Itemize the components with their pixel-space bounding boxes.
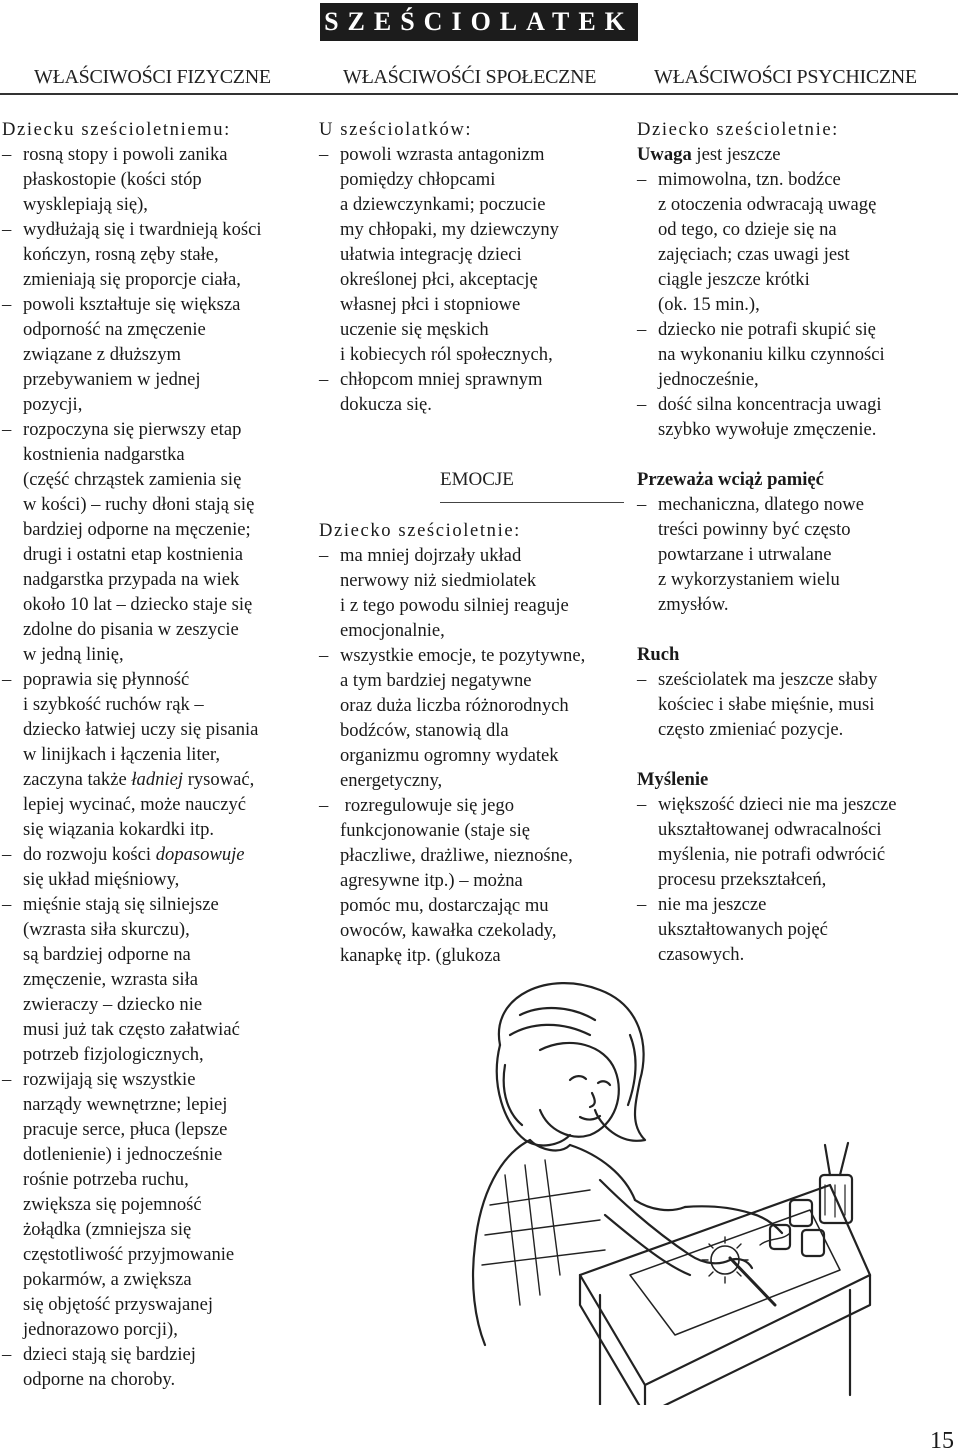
emotions-heading: EMOCJE (440, 469, 514, 490)
text-line (2, 1017, 314, 1042)
text-line (2, 1217, 314, 1242)
list-item (319, 367, 635, 392)
line-text: Ruch (637, 644, 680, 665)
text-line (2, 467, 314, 492)
bullet-dash: – (637, 794, 647, 815)
text-line (2, 1042, 314, 1067)
list-item (637, 167, 959, 192)
line-text: związane z dłuższym (23, 344, 181, 365)
line-text: do rozwoju kości (23, 844, 156, 865)
line-text: funkcjonowanie (staje się (340, 820, 531, 841)
line-text: nerwowy niż siedmiolatek (340, 570, 537, 591)
line-text: od tego, co dzieje się na (658, 219, 837, 240)
text-line (319, 818, 639, 843)
text-line (319, 292, 635, 317)
spacer (637, 617, 959, 642)
text-line (637, 717, 959, 742)
text-line (2, 942, 314, 967)
line-text: nadgarstka przypada na wiek (23, 569, 240, 590)
line-text: bodźców, stanowią dla (340, 720, 509, 741)
text-line (637, 142, 959, 167)
line-text-tail: jest jeszcze (691, 144, 781, 165)
text-line (319, 868, 639, 893)
line-text: dość silna koncentracja uwagi (658, 394, 882, 415)
line-text: zmieniają się proporcje ciała, (23, 269, 241, 290)
list-item (2, 142, 314, 167)
column-intro (319, 117, 635, 142)
text-line (2, 642, 314, 667)
list-item (2, 1067, 314, 1092)
text-line (637, 217, 959, 242)
line-text: rośnie potrzeba ruchu, (23, 1169, 189, 1190)
text-line (637, 842, 959, 867)
text-line (2, 592, 314, 617)
text-line (2, 492, 314, 517)
text-line (319, 893, 639, 918)
text-line (2, 717, 314, 742)
column-intro (637, 117, 959, 142)
text-line (2, 1367, 314, 1392)
emphasis-text: dopasowuje (155, 844, 245, 865)
text-line (2, 692, 314, 717)
line-text: pokarmów, a zwiększa (23, 1269, 192, 1290)
line-text: poprawia się płynność (23, 669, 190, 690)
list-item (2, 892, 314, 917)
line-text: zaczyna także (23, 769, 132, 790)
line-text: kościec i słabe mięśnie, musi (658, 694, 875, 715)
line-text: płaczliwe, drażliwe, nieznośne, (340, 845, 573, 866)
emotions-column (319, 518, 639, 968)
text-line (319, 693, 639, 718)
text-line (637, 817, 959, 842)
line-text: ułatwia integrację dzieci (340, 244, 522, 265)
line-text-tail: rysować, (183, 769, 255, 790)
line-text: z wykorzystaniem wielu (658, 569, 840, 590)
bullet-dash: – (2, 1069, 12, 1090)
line-text: rozregulowuje się jego (340, 795, 514, 816)
line-text: ma mniej dojrzały układ (340, 545, 522, 566)
text-line (2, 442, 314, 467)
text-line (637, 692, 959, 717)
list-item (319, 793, 639, 818)
bullet-dash: – (637, 894, 647, 915)
line-text: rozpoczyna się pierwszy etap (23, 419, 242, 440)
bullet-dash: – (2, 669, 12, 690)
text-line (637, 542, 959, 567)
text-line (2, 242, 314, 267)
line-text: zdolne do pisania w zeszycie (23, 619, 239, 640)
line-text: U sześciolatków: (319, 119, 473, 140)
column-intro (2, 117, 314, 142)
child-drawing-illustration (430, 975, 880, 1405)
text-line (319, 317, 635, 342)
list-item (2, 1342, 314, 1367)
line-text: Dziecku sześcioletniemu: (2, 119, 231, 140)
line-text: mechaniczna, dlatego nowe (658, 494, 864, 515)
social-traits-column (319, 117, 635, 417)
line-text: i szybkość ruchów rąk – (23, 694, 204, 715)
line-text: Dziecko sześcioletnie: (319, 520, 521, 541)
line-text: płaskostopie (kości stóp (23, 169, 202, 190)
list-item (2, 667, 314, 692)
text-line (2, 267, 314, 292)
line-text: (wzrasta siła skurczu), (23, 919, 190, 940)
line-text: ciągle jeszcze krótki (658, 269, 810, 290)
text-line (2, 367, 314, 392)
line-text: rozwijają się wszystkie (23, 1069, 196, 1090)
text-line (2, 342, 314, 367)
text-line (319, 392, 635, 417)
line-text: jednocześnie, (658, 369, 759, 390)
text-line (637, 367, 959, 392)
text-line (2, 567, 314, 592)
list-item (637, 892, 959, 917)
line-text: dokucza się. (340, 394, 432, 415)
line-text: agresywne itp.) – można (340, 870, 523, 891)
line-text: a dziewczynkami; poczucie (340, 194, 546, 215)
line-text: organizmu ogromny wydatek (340, 745, 559, 766)
line-text: dziecko nie potrafi skupić się (658, 319, 876, 340)
line-text: się objętość przyswajanej (23, 1294, 214, 1315)
heading-physical: WŁAŚCIWOŚCI FIZYCZNE (34, 66, 271, 88)
heading-psychical: WŁAŚCIWOŚCI PSYCHICZNE (654, 66, 917, 88)
text-line (2, 867, 314, 892)
line-text: własnej płci i stopniowe (340, 294, 521, 315)
line-text: (ok. 15 min.), (658, 294, 760, 315)
text-line (637, 417, 959, 442)
heading-social: WŁAŚCIWOŚĆI SPOŁECZNE (343, 66, 597, 88)
line-text: z otoczenia odwracają uwagę (658, 194, 877, 215)
list-item (2, 842, 314, 867)
column-intro (319, 518, 639, 543)
line-text: odporność na zmęczenie (23, 319, 206, 340)
text-line (2, 1192, 314, 1217)
bullet-dash: – (2, 294, 12, 315)
line-text: powoli wzrasta antagonizm (340, 144, 545, 165)
text-line (2, 917, 314, 942)
line-text: wszystkie emocje, te pozytywne, (340, 645, 586, 666)
text-line (2, 1317, 314, 1342)
line-text: są bardziej odporne na (23, 944, 191, 965)
text-line (319, 943, 639, 968)
emotions-divider (440, 502, 624, 503)
line-text: ukształtowanej odwracalności (658, 819, 882, 840)
line-text: lepiej wycinać, może nauczyć (23, 794, 247, 815)
line-text: kanapkę itp. (glukoza (340, 945, 501, 966)
line-text: a tym bardziej negatywne (340, 670, 532, 691)
bullet-dash: – (2, 1344, 12, 1365)
line-text: rosną stopy i powoli zanika (23, 144, 228, 165)
text-line (2, 967, 314, 992)
line-text: Przeważa wciąż pamięć (637, 469, 824, 490)
list-item (637, 792, 959, 817)
text-line (2, 992, 314, 1017)
line-text: pomóc mu, dostarczając mu (340, 895, 549, 916)
text-line (319, 718, 639, 743)
text-line (2, 167, 314, 192)
line-text: zajęciach; czas uwagi jest (658, 244, 850, 265)
line-text: dzieci stają się bardziej (23, 1344, 196, 1365)
text-line (319, 167, 635, 192)
line-text: zmęczenie, wzrasta siła (23, 969, 198, 990)
text-line (637, 867, 959, 892)
text-line (637, 917, 959, 942)
list-item (2, 217, 314, 242)
text-line (637, 192, 959, 217)
line-text: procesu przekształceń, (658, 869, 827, 890)
line-text: oraz duża liczba różnorodnych (340, 695, 569, 716)
line-text: bardziej odporne na męczenie; (23, 519, 251, 540)
list-item (2, 292, 314, 317)
text-line (2, 742, 314, 767)
line-text: i kobiecych ról społecznych, (340, 344, 553, 365)
bullet-dash: – (637, 169, 647, 190)
text-line (637, 517, 959, 542)
text-line (319, 217, 635, 242)
line-text: drugi i ostatni etap kostnienia (23, 544, 243, 565)
bullet-dash: – (319, 795, 329, 816)
bullet-dash: – (637, 319, 647, 340)
list-item (319, 543, 639, 568)
line-text: około 10 lat – dziecko staje się (23, 594, 253, 615)
line-text: nie ma jeszcze (658, 894, 767, 915)
line-text: pomiędzy chłopcami (340, 169, 496, 190)
text-line (637, 567, 959, 592)
text-line (319, 743, 639, 768)
list-item (319, 142, 635, 167)
line-text: owoców, kawałka czekolady, (340, 920, 557, 941)
bullet-dash: – (2, 419, 12, 440)
line-text: mimowolna, tzn. bodźce (658, 169, 841, 190)
text-line (2, 542, 314, 567)
line-text: pozycji, (23, 394, 83, 415)
list-item (637, 492, 959, 517)
line-text: uczenie się męskich (340, 319, 489, 340)
bullet-dash: – (319, 645, 329, 666)
text-line (637, 342, 959, 367)
line-text: w jedną linię, (23, 644, 124, 665)
text-line (319, 843, 639, 868)
bullet-dash: – (319, 144, 329, 165)
text-line (2, 617, 314, 642)
bullet-dash: – (319, 545, 329, 566)
line-text: zwieraczy – dziecko nie (23, 994, 203, 1015)
line-text: i z tego powodu silniej reaguje (340, 595, 569, 616)
page-number: 15 (930, 1428, 954, 1454)
text-line (2, 392, 314, 417)
line-text: określonej płci, akceptację (340, 269, 538, 290)
line-text: często zmieniać pozycje. (658, 719, 844, 740)
line-text: częstotliwość przyjmowanie (23, 1244, 235, 1265)
bullet-dash: – (2, 219, 12, 240)
line-text: wysklepiają się), (23, 194, 148, 215)
line-text: kostnienia nadgarstka (23, 444, 185, 465)
line-text: my chłopaki, my dziewczyny (340, 219, 559, 240)
text-line (2, 767, 314, 792)
text-line (2, 192, 314, 217)
text-line (637, 942, 959, 967)
line-text: w kości) – ruchy dłoni stają się (23, 494, 255, 515)
text-line (637, 642, 959, 667)
text-line (637, 592, 959, 617)
line-text: Myślenie (637, 769, 709, 790)
line-text: wydłużają się i twardnieją kości (23, 219, 262, 240)
text-line (319, 668, 639, 693)
text-line (319, 192, 635, 217)
text-line (2, 1092, 314, 1117)
line-text: myślenia, nie potrafi odwrócić (658, 844, 886, 865)
line-text: w linijkach i łączenia liter, (23, 744, 220, 765)
line-text: jednorazowo porcji), (23, 1319, 178, 1340)
line-text: treści powinny być często (658, 519, 851, 540)
text-line (637, 267, 959, 292)
line-text: na wykonaniu kilku czynności (658, 344, 885, 365)
line-text: się wiązania kokardki itp. (23, 819, 215, 840)
line-text: większość dzieci nie ma jeszcze (658, 794, 897, 815)
line-text: Uwaga (637, 144, 692, 165)
text-line (2, 792, 314, 817)
text-line (2, 317, 314, 342)
emphasis-text: ładniej (131, 769, 184, 790)
physical-traits-column (2, 117, 314, 1392)
text-line (2, 1117, 314, 1142)
text-line (319, 342, 635, 367)
text-line (637, 767, 959, 792)
psychical-traits-column (637, 117, 959, 967)
heading-divider (0, 93, 958, 95)
text-line (2, 517, 314, 542)
list-item (2, 417, 314, 442)
spacer (637, 442, 959, 467)
line-text: powoli kształtuje się większa (23, 294, 241, 315)
line-text: żołądka (zmniejsza się (23, 1219, 192, 1240)
bullet-dash: – (637, 394, 647, 415)
text-line (637, 467, 959, 492)
line-text: powtarzane i utrwalane (658, 544, 832, 565)
list-item (637, 667, 959, 692)
bullet-dash: – (637, 669, 647, 690)
text-line (319, 267, 635, 292)
line-text: chłopcom mniej sprawnym (340, 369, 543, 390)
list-item (637, 317, 959, 342)
text-line (2, 817, 314, 842)
text-line (2, 1292, 314, 1317)
line-text: Dziecko sześcioletnie: (637, 119, 839, 140)
text-line (319, 918, 639, 943)
line-text: emocjonalnie, (340, 620, 445, 641)
line-text: przebywaniem w jednej (23, 369, 201, 390)
text-line (319, 618, 639, 643)
bullet-dash: – (637, 494, 647, 515)
line-text: czasowych. (658, 944, 745, 965)
line-text: mięśnie stają się silniejsze (23, 894, 219, 915)
line-text: zwiększa się pojemność (23, 1194, 202, 1215)
line-text: odporne na choroby. (23, 1369, 176, 1390)
line-text: kończyn, rosną zęby stałe, (23, 244, 219, 265)
text-line (319, 768, 639, 793)
text-line (2, 1267, 314, 1292)
text-line (319, 593, 639, 618)
line-text: energetyczny, (340, 770, 443, 791)
text-line (2, 1142, 314, 1167)
text-line (319, 242, 635, 267)
list-item (319, 643, 639, 668)
bullet-dash: – (2, 894, 12, 915)
line-text: dotlenienie) i jednocześnie (23, 1144, 223, 1165)
spacer (637, 742, 959, 767)
text-line (319, 568, 639, 593)
bullet-dash: – (2, 144, 12, 165)
line-text: szybko wywołuje zmęczenie. (658, 419, 877, 440)
bullet-dash: – (319, 369, 329, 390)
bullet-dash: – (2, 844, 12, 865)
line-text: (część chrząstek zamienia się (23, 469, 242, 490)
list-item (637, 392, 959, 417)
line-text: sześciolatek ma jeszcze słaby (658, 669, 878, 690)
line-text: narządy wewnętrzne; lepiej (23, 1094, 228, 1115)
line-text: pracuje serce, płuca (lepsze (23, 1119, 228, 1140)
line-text: musi już tak często załatwiać (23, 1019, 240, 1040)
line-text: ukształtowanych pojęć (658, 919, 828, 940)
text-line (637, 292, 959, 317)
text-line (637, 242, 959, 267)
page-title: SZEŚCIOLATEK (320, 3, 638, 41)
text-line (2, 1167, 314, 1192)
line-text: się układ mięśniowy, (23, 869, 180, 890)
line-text: dziecko łatwiej uczy się pisania (23, 719, 259, 740)
text-line (2, 1242, 314, 1267)
line-text: zmysłów. (658, 594, 729, 615)
line-text: potrzeb fizjologicznych, (23, 1044, 204, 1065)
